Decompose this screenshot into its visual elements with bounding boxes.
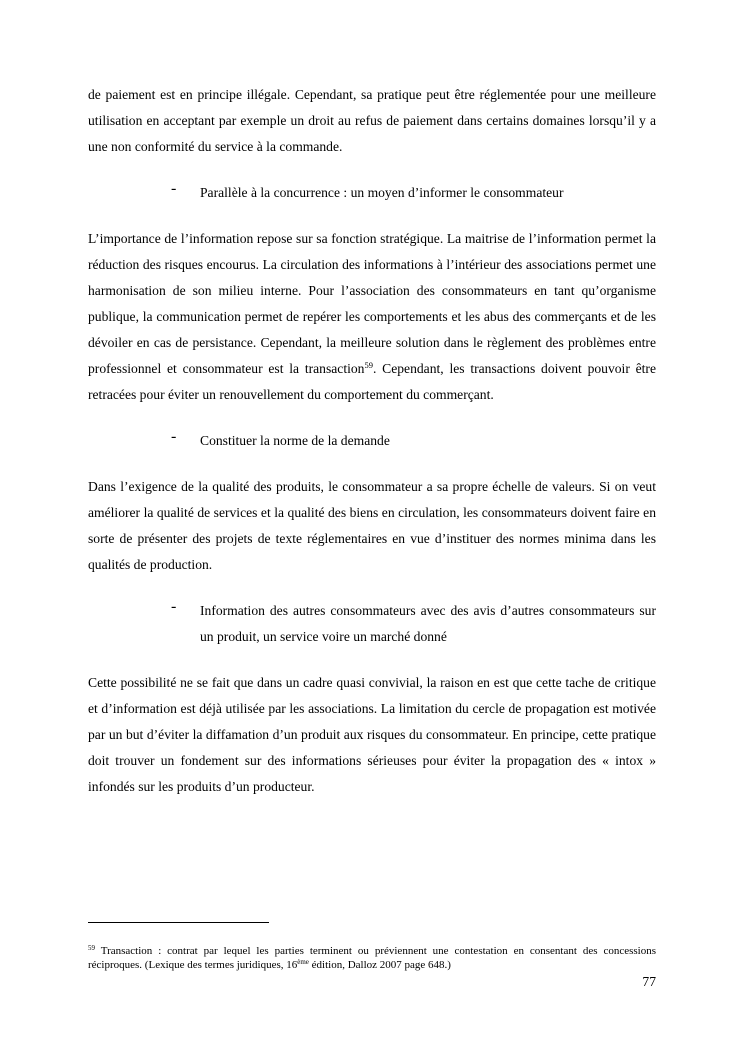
bullet-item-3 [88,598,656,650]
page-number: 77 [642,974,656,989]
footnote-text-b: édition, Dalloz 2007 page 648.) [308,959,451,971]
footnote-edition-superscript: ème [297,958,309,966]
footnote-text-a: Transaction : contrat par lequel les parties terminent ou préviennent une contestation en consentant des concessions réciproques. (Lexique des termes juridiques, 16 [88,945,656,971]
paragraph-4: Cette possibilité ne se fait que dans un cadre quasi convivial, la raison en est que cette tache de critique et d’information est déjà utilisée par les associations. La limitation du cercle de propagation est motivée par un but d’éviter la diffamation d’un produit aux risques du consommateur. En principe, cette pratique doit trouver un fondement sur des informations sérieuses pour éviter la propagation des « intox » infondés sur les produits d’un producteur. [88,675,656,794]
bullet-item-1 [88,180,656,206]
paragraph-2-text-a: L’importance de l’information repose sur sa fonction stratégique. La maitrise de l’information permet la réduction des risques encourus. La circulation des informations à l’intérieur des associations permet une harmonisation de son milieu interne. Pour l’association des consommateurs en tant qu’organisme publique, la communication permet de repérer les comportements et les abus des commerçants et de les dévoiler en cas de persistance. Cependant, la meilleure solution dans le règlement des problèmes entre professionnel et consommateur est la transaction [88,231,656,376]
bullet-dash: - [171,428,177,445]
footnote-number: 59 [88,944,95,952]
page-body [88,82,656,800]
bullet-text-1: Parallèle à la concurrence : un moyen d’informer le consommateur [200,185,564,200]
bullet-text-2: Constituer la norme de la demande [200,433,390,448]
paragraph-2-text-b: . Cependant, les transactions doivent pouvoir être retracées pour éviter un renouvellement du comportement du commerçant. [88,361,656,402]
bullet-item-2 [88,428,656,454]
bullet-dash: - [171,598,177,615]
paragraph-2 [88,226,656,408]
paragraph-3: Dans l’exigence de la qualité des produits, le consommateur a sa propre échelle de valeurs. Si on veut améliorer la qualité de services et la qualité des biens en circulation, les consommateurs doivent faire en sorte de présenter des projets de texte réglementaires en vue d’instituer des normes minima dans les qualités de production. [88,479,656,572]
bullet-text-3: Information des autres consommateurs avec des avis d’autres consommateurs sur un produit, un service voire un marché donné [200,603,656,644]
footnote-reference[interactable]: 59 [364,360,373,370]
paragraph-1: de paiement est en principe illégale. Cependant, sa pratique peut être réglementée pour une meilleure utilisation en acceptant par exemple un droit au refus de paiement dans certains domaines lorsqu’il y a une non conformité du service à la commande. [88,87,656,154]
footnote [88,944,656,972]
footnote-separator [88,922,269,923]
bullet-dash: - [171,180,177,197]
